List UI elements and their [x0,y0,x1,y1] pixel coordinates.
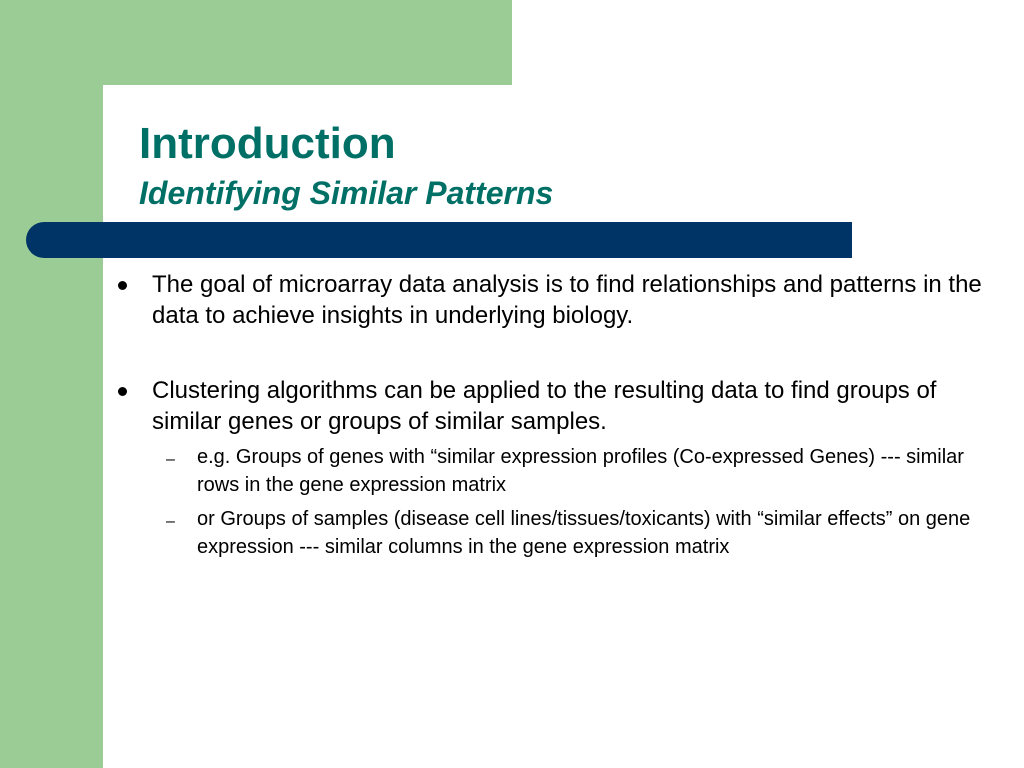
slide-title: Introduction [139,119,396,168]
sub-bullet-dash-icon: – [166,451,175,468]
bullet-clustering: Clustering algorithms can be applied to the resulting data to find groups of similar genes or groups of similar samples. [152,377,937,435]
top-green-panel [0,0,512,85]
bullet-dot-icon [118,281,127,290]
bullet-dot-icon [118,387,127,396]
sub-bullet-dash-icon: – [166,513,175,530]
bullet-goal: The goal of microarray data analysis is to find relationships and patterns in the data to achieve insights in underlying biology. [152,271,982,329]
sub-bullet-genes: e.g. Groups of genes with “similar expression profiles (Co-expressed Genes) --- similar rows in the gene expression matrix [197,446,964,496]
sub-bullet-samples: or Groups of samples (disease cell lines/tissues/toxicants) with “similar effects” on gene expression --- similar columns in the gene expression matrix [197,508,971,558]
left-green-panel [0,0,103,768]
title-divider-bar [26,222,852,258]
slide-subtitle: Identifying Similar Patterns [139,175,554,211]
